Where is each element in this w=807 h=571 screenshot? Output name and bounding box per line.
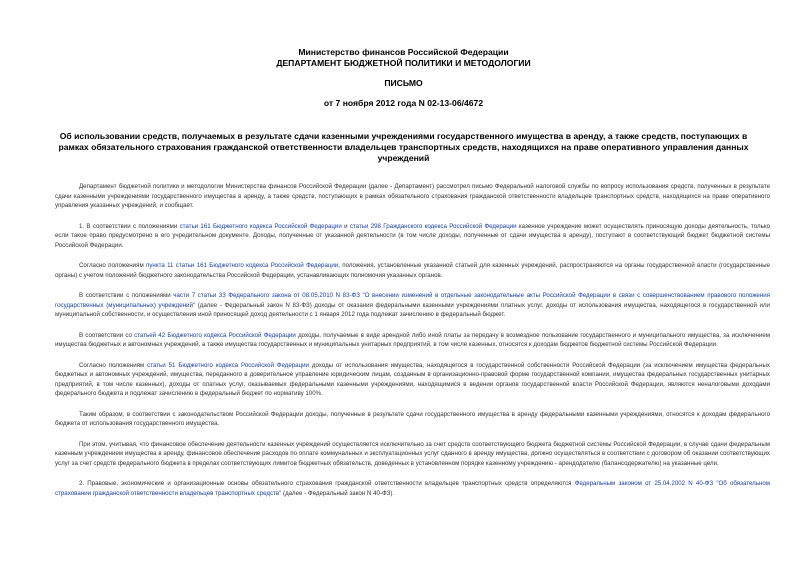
paragraph-6 bbox=[55, 410, 770, 429]
law-link[interactable]: пункта 11 статьи 161 Бюджетного кодекса Российской Федерации bbox=[146, 262, 339, 269]
paragraph-text: 2. Правовые, экономические и организационные основы обязательного страхования гражданской ответственности владельцев транспортных средств определяются bbox=[79, 480, 575, 487]
paragraph-text: В соответствии со bbox=[79, 331, 135, 339]
document-subject: Об использовании средств, получаемых в результате сдачи казенными учреждениями государственного имущества в аренду, а также средств, поступающих в рамках обязательного страхования гражданской ответственности владельцев транспортных средств, находящихся на праве оперативного управления данных учреждений bbox=[58, 131, 749, 163]
paragraph-text: , положения, установленные указанной статьей для казенных учреждений, распространяются на органы государственной власти (государственные органы) с учетом положений бюджетного законодательства Российской Федерации, устанавливающих полномочия указанных органов. bbox=[55, 262, 770, 279]
paragraph-5 bbox=[55, 361, 770, 399]
document-header bbox=[0, 47, 807, 69]
law-link[interactable]: статьи 161 Бюджетного кодекса Российской Федерации bbox=[179, 222, 342, 230]
paragraph-text: Согласно положениям bbox=[79, 262, 147, 269]
document-type: ПИСЬМО bbox=[384, 78, 423, 88]
paragraph-1 bbox=[55, 222, 770, 251]
paragraph-intro bbox=[55, 182, 770, 211]
paragraph-text: и bbox=[341, 222, 350, 230]
law-link[interactable]: статьи 298 Гражданского кодекса Российской Федерации bbox=[349, 222, 517, 230]
paragraph-8 bbox=[55, 479, 770, 498]
law-link[interactable]: части 7 статьи 33 Федерального закона от 08.05.2010 N 83-ФЗ "О внесении изменений в отдельные законодательные акты Российской Федерации в связи с совершенствованием правового положения государственных (муниципальных) учреждений" bbox=[55, 292, 770, 309]
document-body bbox=[55, 182, 770, 498]
paragraph-2 bbox=[55, 261, 770, 280]
law-link[interactable]: Федеральным законом от 25.04.2002 N 40-ФЗ "Об обязательном страховании гражданской ответственности владельцев транспортных средств" bbox=[55, 480, 770, 497]
law-link[interactable]: статьи 51 Бюджетного кодекса Российской Федерации bbox=[147, 361, 309, 369]
paragraph-text: Департамент бюджетной политики и методологии Министерства финансов Российской Федерации (далее - Департамент) рассмотрел письмо Федеральной налоговой службы по вопросу использования средств, полученных в результате сдачи казенными учреждениями государственного имущества в аренду, а также средств, поступающих в рамках обязательного страхования гражданской ответственности владельцев транспортных средств, находящихся на праве оперативного управления указанных учреждений, и сообщает. bbox=[55, 183, 770, 209]
paragraph-text: (далее - Федеральный закон N 40-ФЗ). bbox=[281, 489, 395, 497]
law-link[interactable]: статьей 42 Бюджетного кодекса Российской Федерации bbox=[134, 331, 296, 339]
paragraph-text: (далее - Федеральный закон N 83-ФЗ) доходы от оказания федеральными казенными учреждениями платных услуг, доходы от использования имущества, находящегося в государственной или муниципальной собственности, и осуществления иной приносящей доход деятельности с 1 января 2012 года подлежат зачислению в федеральный бюджет. bbox=[55, 301, 770, 318]
paragraph-text: доходы, получаемые в виде арендной либо иной платы за передачу в возмездное пользование государственного и муниципального имущества, за исключением имущества бюджетных и автономных учреждений, а также имущества государственных и муниципальных унитарных предприятий, в том числе казенных, относятся к доходам бюджетов бюджетной системы Российской Федерации. bbox=[55, 331, 770, 348]
paragraph-4 bbox=[55, 331, 770, 350]
paragraph-text: Согласно положениям bbox=[79, 361, 148, 369]
paragraph-text: 1. В соответствии с положениями bbox=[79, 222, 180, 230]
paragraph-text: казенное учреждение может осуществлять приносящую доходы деятельность, только если такое право предусмотрено в его учредительном документе. Доходы, полученные от указанной деятельности (в том числе доходы, полученные от сдачи имущества в аренду), поступают в соответствующий бюджет бюджетной системы Российской Федерации. bbox=[55, 222, 770, 249]
department-name: ДЕПАРТАМЕНТ БЮДЖЕТНОЙ ПОЛИТИКИ И МЕТОДОЛОГИИ bbox=[276, 57, 531, 68]
paragraph-text: В соответствии с положениями bbox=[79, 292, 174, 299]
document-date-number: от 7 ноября 2012 года N 02-13-06/4672 bbox=[323, 98, 484, 108]
paragraph-text: доходы от использования имущества, находящегося в государственной собственности Российской Федерации (за исключением имущества федеральных бюджетных и автономных учреждений, имущества, переданного в доверительное управление юридическим лицам, созданным в организационно-правовой форме государственной компании, имущества федеральных государственных унитарных предприятий, в том числе казенных), доходы от платных услуг, оказываемых федеральными казенными учреждениями, находящимися в ведении органов государственной власти Российской Федерации, являются неналоговыми доходами федерального бюджета и подлежат зачислению в федеральный бюджет по нормативу 100%. bbox=[55, 361, 770, 397]
paragraph-7 bbox=[55, 440, 770, 469]
paragraph-text: При этом, учитывая, что финансовое обеспечение деятельности казенных учреждений осуществляется исключительно за счет средств соответствующего бюджета бюджетной системы Российской Федерации, в случае сдачи федеральным казенным учреждением имущества в аренду, финансовое обеспечение расходов по оплате коммунальных и эксплуатационных услуг сданного в аренду имущества, должно осуществляться в соответствии с договором об оказании соответствующих услуг за счет средств федерального бюджета в пределах соответствующих лимитов бюджетных обязательств, доведенных в установленном порядке казенному учреждению - арендодателю (балансодержателю) на указанные цели. bbox=[55, 440, 770, 467]
ministry-name: Министерство финансов Российской Федерации bbox=[298, 47, 509, 57]
paragraph-3 bbox=[55, 291, 770, 320]
paragraph-text: Таким образом, в соответствии с законодательством Российской Федерации доходы, полученные в результате сдачи государственного имущества в аренду федеральными казенными учреждениями, относятся к доходам федерального бюджета от использования государственного имущества. bbox=[55, 410, 770, 427]
